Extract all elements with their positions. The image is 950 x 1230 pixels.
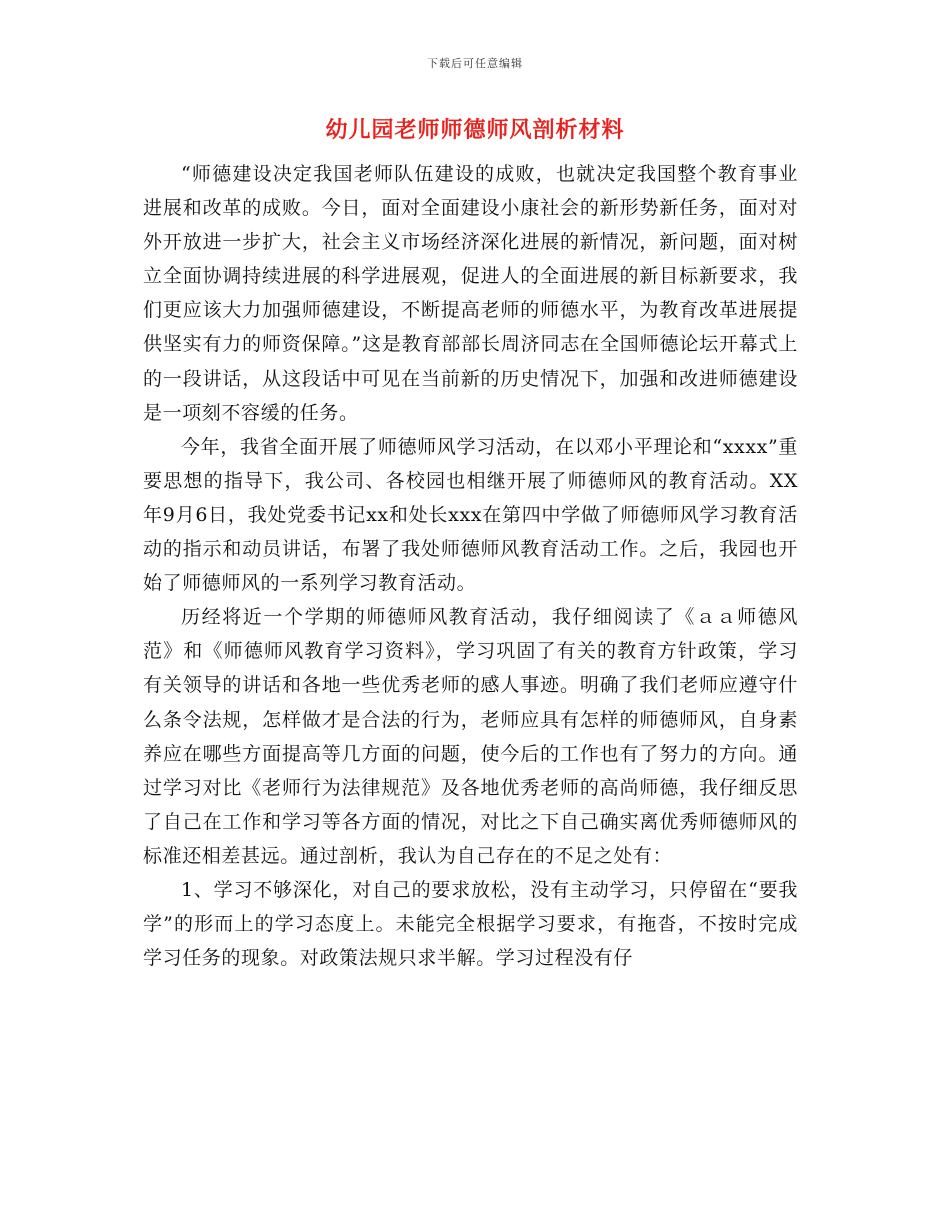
header-note: 下载后可任意编辑 bbox=[427, 57, 523, 70]
paragraph-1: “师德建设决定我国老师队伍建设的成败，也就决定我国整个教育事业进展和改革的成败。今日，面对全面建设小康社会的新形势新任务，面对对外开放进一步扩大，社会主义市场经济深化进展的新情况，新问题，面对树立全面协调持续进展的科学进展观，促进人的全面进展的新目标新要求，我们更应该大力加强师德建设，不断提高老师的师德水平，为教育改革进展提供坚实有力的师资保障。”这是教育部部长周济同志在全国师德论坛开幕式上的一段讲话，从这段话中可见在当前新的历史情况下，加强和改进师德建设是一项刻不容缓的任务。 bbox=[143, 163, 798, 424]
paragraph-4: 1、学习不够深化，对自己的要求放松，没有主动学习，只停留在“要我学”的形而上的学习态度上。未能完全根据学习要求，有拖沓，不按时完成学习任务的现象。对政策法规只求半解。学习过程没有仔 bbox=[143, 878, 798, 970]
paragraph-2: 今年，我省全面开展了师德师风学习活动，在以邓小平理论和“xxxx”重要思想的指导下，我公司、各校园也相继开展了师德师风的教育活动。XX年9月6日，我处党委书记xx和处长xxx在第四中学做了师德师风学习教育活动的指示和动员讲话，布署了我处师德师风教育活动工作。之后，我园也开始了师德师风的一系列学习教育活动。 bbox=[143, 435, 798, 595]
paragraph-3: 历经将近一个学期的师德师风教育活动，我仔细阅读了《ａａ师德风范》和《师德师风教育学习资料》，学习巩固了有关的教育方针政策，学习有关领导的讲话和各地一些优秀老师的感人事迹。明确了我们老师应遵守什么条令法规，怎样做才是合法的行为，老师应具有怎样的师德师风，自身素养应在哪些方面提高等几方面的问题，使今后的工作也有了努力的方向。通过学习对比《老师行为法律规范》及各地优秀老师的高尚师德，我仔细反思了自己在工作和学习等各方面的情况，对比之下自己确实离优秀师德师风的标准还相差甚远。通过剖析，我认为自己存在的不足之处有： bbox=[143, 606, 798, 867]
document-body bbox=[143, 157, 798, 975]
document-title: 幼儿园老师师德师风剖析材料 bbox=[325, 117, 625, 143]
